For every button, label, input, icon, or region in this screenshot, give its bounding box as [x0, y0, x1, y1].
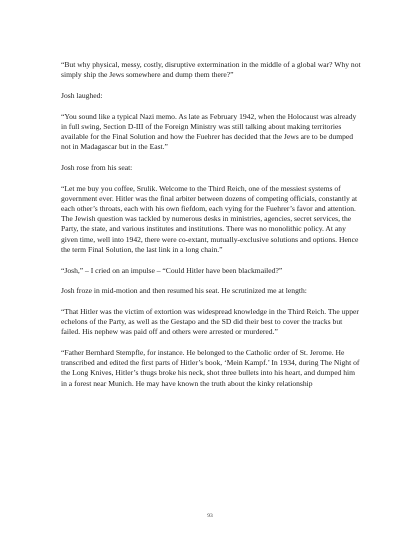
paragraph-josh-laughed: Josh laughed: [61, 90, 103, 100]
paragraph-blackmail-question: “Josh,” – I cried on an impulse – “Could Hitler have been blackmailed?” [61, 265, 283, 275]
paragraph-father-stempfle: “Father Bernhard Stempfle, for instance. He belonged to the Catholic order of St. Jerome. He transcribed and edited the first parts of Hitler’s book, ‘Mein Kampf.’ In 1934, during The Night of the Long Knives, Hitler’s thugs broke his neck, shot three bullets into his heart, and dumped him in a forest near Munich. He may have known the truth about the kinky relationship [61, 348, 360, 388]
page-number: 93 [207, 513, 213, 519]
paragraph-question-extermination: “But why physical, messy, costly, disruptive extermination in the middle of a global war? Why not simply ship the Jews somewhere and dump them there?” [61, 60, 361, 80]
paragraph-nazi-memo: “You sound like a typical Nazi memo. As late as February 1942, when the Holocaust was already in full swing, Section D-III of the Foreign Ministry was still talking about making territories available for the Final Solution and how the Fuehrer has decided that the Jews are to be dumped not in Madagascar but in the East.” [61, 111, 357, 152]
paragraph-extortion: “That Hitler was the victim of extortion was widespread knowledge in the Third Reich. The upper echelons of the Party, as well as the Gestapo and the SD did their best to cover the tracks but failed. His nephew was paid off and others were arrested or murdered.” [61, 306, 359, 337]
paragraph-third-reich: “Let me buy you coffee, Srulik. Welcome to the Third Reich, one of the messiest systems of government ever. Hitler was the final arbiter between dozens of competing officials, constantly at each other’s throats, each with his own fiefdom, each vying for the Fuehrer’s favor and attention. The Jewish question was tackled by numerous desks in ministries, agencies, secret services, the Party, the state, and various institutes and institutions. There was no monolithic policy. At any given time, well into 1942, there were co-extant, mutually-exclusive solutions and options. Hence the term Final Solution, the last link in a long chain.” [61, 183, 359, 254]
document-page [61, 60, 361, 389]
paragraph-josh-froze: Josh froze in mid-motion and then resumed his seat. He scrutinized me at length: [61, 286, 307, 296]
paragraph-josh-rose: Josh rose from his seat: [61, 162, 133, 172]
